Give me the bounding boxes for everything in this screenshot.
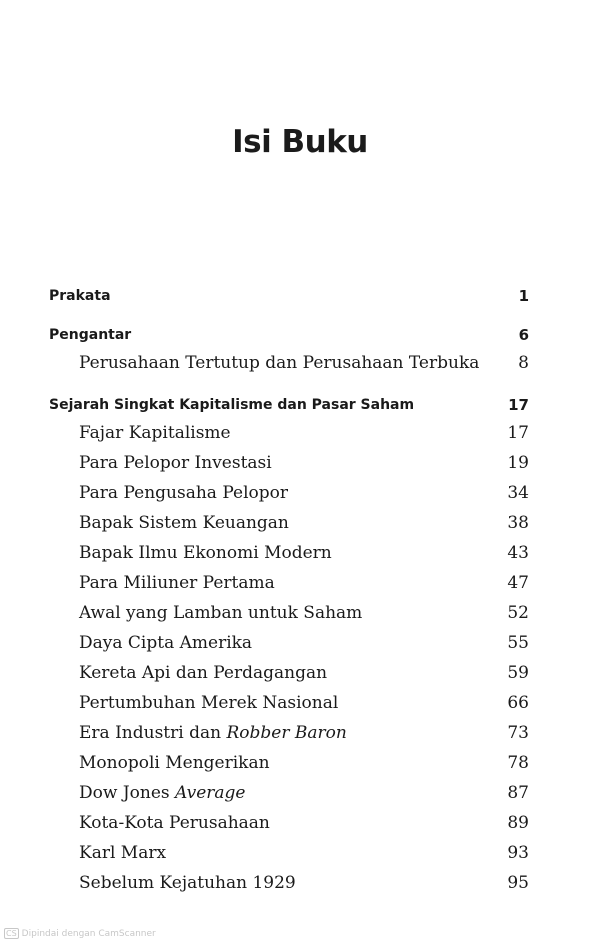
toc-entry	[0, 812, 600, 836]
toc-entry-label: Awal yang Lamban untuk Saham	[79, 603, 363, 623]
toc-entry-label: Sejarah Singkat Kapitalisme dan Pasar Saham	[49, 397, 415, 413]
toc-entry	[0, 284, 600, 308]
toc-entry-label	[79, 783, 245, 803]
toc-entry-page: 89	[507, 813, 529, 833]
toc-entry-label: Para Pengusaha Pelopor	[79, 483, 288, 503]
toc-entry-page: 59	[507, 663, 529, 683]
toc-entry-label: Pengantar	[49, 327, 132, 343]
page-title: Isi Buku	[232, 124, 368, 160]
toc-entry-label: Prakata	[49, 288, 111, 304]
toc-entry-label: Bapak Sistem Keuangan	[79, 513, 289, 533]
toc-entry-label: Daya Cipta Amerika	[79, 633, 253, 653]
toc-entry	[0, 722, 600, 746]
toc-entry-label: Sebelum Kejatuhan 1929	[79, 873, 296, 893]
toc-entry-page: 66	[507, 693, 529, 713]
toc-entry	[0, 422, 600, 446]
toc-entry-page: 95	[507, 873, 529, 893]
toc-entry-page: 6	[518, 326, 529, 344]
toc-entry-page: 78	[507, 753, 529, 773]
toc-entry	[0, 782, 600, 806]
toc-entry-page: 17	[508, 396, 529, 414]
toc-entry-label: Perusahaan Tertutup dan Perusahaan Terbuka	[79, 353, 480, 373]
toc-entry-page: 87	[507, 783, 529, 803]
toc-entry	[0, 632, 600, 656]
toc-entry	[0, 323, 600, 347]
toc-entry-label: Monopoli Mengerikan	[79, 753, 270, 773]
toc-entry-label-main: Era Industri dan	[79, 723, 222, 743]
toc-entry-label: Kereta Api dan Perdagangan	[79, 663, 328, 683]
toc-entry-label-main: Dow Jones	[79, 783, 170, 803]
toc-entry-label: Karl Marx	[79, 843, 167, 863]
toc-entry	[0, 572, 600, 596]
camscanner-logo-icon: CS	[6, 929, 17, 938]
toc-entry-page: 34	[507, 483, 529, 503]
toc-entry	[0, 512, 600, 536]
toc-entry	[0, 842, 600, 866]
toc-entry-label-italic: Robber Baron	[226, 723, 347, 743]
toc-entry-page: 1	[518, 287, 529, 305]
toc-entry-page: 93	[507, 843, 529, 863]
toc-entry	[0, 352, 600, 376]
toc-entry	[0, 452, 600, 476]
toc-entry-label: Para Miliuner Pertama	[79, 573, 275, 593]
toc-entry-label: Fajar Kapitalisme	[79, 423, 231, 443]
toc-entry-page: 73	[507, 723, 529, 743]
toc-entry	[0, 752, 600, 776]
scanner-watermark	[4, 928, 156, 939]
toc-entry-label	[79, 723, 347, 743]
toc-entry-label: Bapak Ilmu Ekonomi Modern	[79, 543, 332, 563]
toc-entry-page: 52	[507, 603, 529, 623]
toc-entry	[0, 692, 600, 716]
toc-entry-page: 19	[507, 453, 529, 473]
toc-entry	[0, 662, 600, 686]
toc-entry-page: 55	[507, 633, 529, 653]
toc-entry-label: Pertumbuhan Merek Nasional	[79, 693, 339, 713]
toc-entry-page: 47	[507, 573, 529, 593]
toc-entry	[0, 393, 600, 417]
toc-entry-page: 38	[507, 513, 529, 533]
toc-entry	[0, 602, 600, 626]
watermark-text: Dipindai dengan CamScanner	[21, 929, 156, 939]
toc-entry	[0, 872, 600, 896]
toc-entry-label-italic: Average	[175, 783, 246, 803]
toc-entry-label: Para Pelopor Investasi	[79, 453, 272, 473]
toc-entry-label: Kota-Kota Perusahaan	[79, 813, 270, 833]
toc-entry	[0, 542, 600, 566]
toc-entry-page: 17	[507, 423, 529, 443]
toc-entry-page: 8	[518, 353, 529, 373]
toc-entry-page: 43	[507, 543, 529, 563]
toc-entry	[0, 482, 600, 506]
